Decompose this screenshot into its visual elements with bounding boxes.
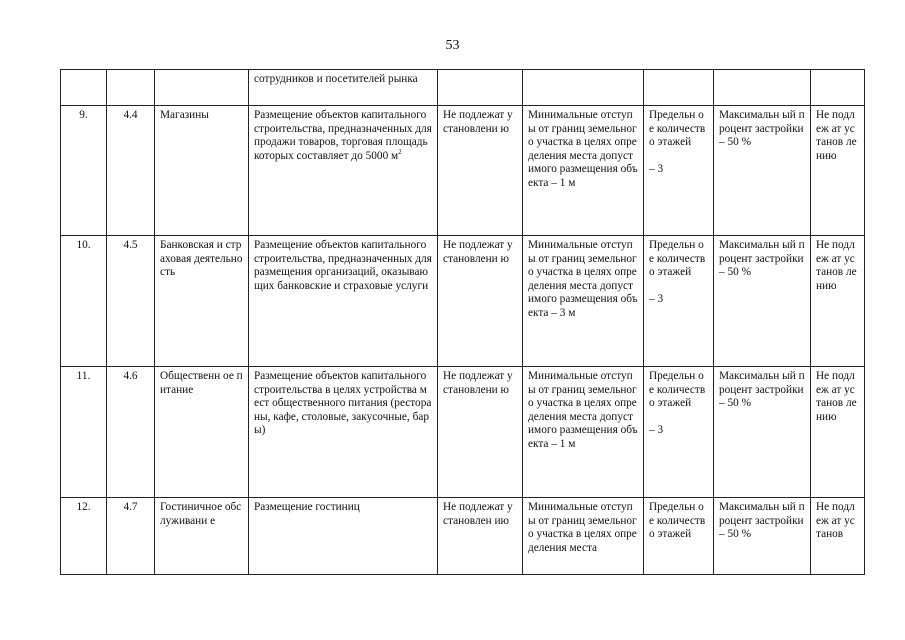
row-description: Размещение объектов капитального строительства, предназначенных для размещения организаций, оказывающих банковские и страховые услуги bbox=[249, 236, 438, 367]
floors-label: Предельн ое количеств о этажей bbox=[649, 239, 706, 279]
cell-coverage bbox=[714, 70, 811, 106]
row-other: Не подлеж ат установ лению bbox=[811, 367, 865, 498]
cell-name bbox=[155, 70, 249, 106]
table-row bbox=[61, 236, 865, 367]
row-coverage: Максимальн ый процент застройки – 50 % bbox=[714, 498, 811, 575]
table-row bbox=[61, 498, 865, 575]
cell-setbacks bbox=[523, 70, 644, 106]
row-param: Не подлежат установлени ю bbox=[438, 367, 523, 498]
row-floors bbox=[644, 498, 714, 575]
row-param: Не подлежат установлен ию bbox=[438, 498, 523, 575]
row-number: 9. bbox=[61, 106, 107, 236]
row-floors bbox=[644, 236, 714, 367]
row-coverage: Максимальн ый процент застройки – 50 % bbox=[714, 236, 811, 367]
row-other: Не подлеж ат установ лению bbox=[811, 106, 865, 236]
row-setbacks: Минимальные отступы от границ земельного участка в целях определения места допустимого размещения объекта – 3 м bbox=[523, 236, 644, 367]
table-row bbox=[61, 367, 865, 498]
cell-num bbox=[61, 70, 107, 106]
row-description bbox=[249, 106, 438, 236]
cell-other bbox=[811, 70, 865, 106]
row-other: Не подлеж ат установ bbox=[811, 498, 865, 575]
row-name: Гостиничное обслуживани е bbox=[155, 498, 249, 575]
floors-label: Предельн ое количеств о этажей bbox=[649, 370, 706, 410]
row-floors bbox=[644, 106, 714, 236]
cell-floors bbox=[644, 70, 714, 106]
floors-value: – 3 bbox=[649, 292, 664, 305]
row-code: 4.5 bbox=[107, 236, 155, 367]
description-text: Размещение объектов капитального строительства, предназначенных для продажи товаров, торговая площадь которых составляет до 5000 м bbox=[254, 109, 432, 162]
land-use-table bbox=[60, 69, 865, 575]
row-number: 11. bbox=[61, 367, 107, 498]
row-code: 4.6 bbox=[107, 367, 155, 498]
row-number: 10. bbox=[61, 236, 107, 367]
floors-label: Предельн ое количеств о этажей bbox=[649, 109, 706, 149]
row-name: Банковская и страховая деятельность bbox=[155, 236, 249, 367]
row-other: Не подлеж ат установ лению bbox=[811, 236, 865, 367]
table-row-continuation bbox=[61, 70, 865, 106]
row-number: 12. bbox=[61, 498, 107, 575]
superscript: 2 bbox=[398, 147, 402, 156]
cell-code bbox=[107, 70, 155, 106]
cell-description: сотрудников и посетителей рынка bbox=[249, 70, 438, 106]
floors-label: Предельн ое количеств о этажей bbox=[649, 501, 706, 541]
page-number: 53 bbox=[445, 38, 460, 53]
floors-value: – 3 bbox=[649, 162, 664, 175]
floors-value: – 3 bbox=[649, 423, 664, 436]
row-name: Общественн ое питание bbox=[155, 367, 249, 498]
row-coverage: Максимальн ый процент застройки – 50 % bbox=[714, 106, 811, 236]
table-row bbox=[61, 106, 865, 236]
row-floors bbox=[644, 367, 714, 498]
cell-param bbox=[438, 70, 523, 106]
row-coverage: Максимальн ый процент застройки – 50 % bbox=[714, 367, 811, 498]
row-setbacks: Минимальные отступы от границ земельного участка в целях определения места bbox=[523, 498, 644, 575]
row-param: Не подлежат установлени ю bbox=[438, 236, 523, 367]
row-setbacks: Минимальные отступы от границ земельного участка в целях определения места допустимого размещения объекта – 1 м bbox=[523, 106, 644, 236]
row-description: Размещение гостиниц bbox=[249, 498, 438, 575]
row-description: Размещение объектов капитального строительства в целях устройства мест общественного питания (рестораны, кафе, столовые, закусочные, бары) bbox=[249, 367, 438, 498]
row-param: Не подлежат установлени ю bbox=[438, 106, 523, 236]
row-code: 4.4 bbox=[107, 106, 155, 236]
row-setbacks: Минимальные отступы от границ земельного участка в целях определения места допустимого размещения объекта – 1 м bbox=[523, 367, 644, 498]
row-name: Магазины bbox=[155, 106, 249, 236]
row-code: 4.7 bbox=[107, 498, 155, 575]
